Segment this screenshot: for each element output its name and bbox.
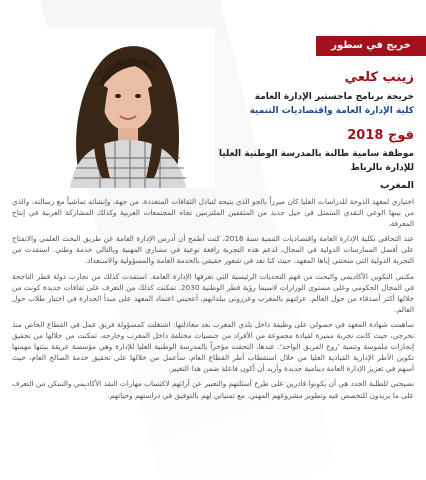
paragraph: مكنني التكوين الأكاديمي والبحث من فهم التحديات الرئيسية التي تعرفها الإدارة العامة. استفدت كذلك من تجارب دولة قطر الناجحة في المجال الحكومي وعلى مستوى الوزارات لاسيما رؤية قطر الوطنية 2030. تمكنت كذلك من التعرف على ثقافات جديدة كونت من خلالها أكثر أصدقاء من حول العالم. عزلتهم بالمغرب وعززوني ببلدانهم، أعجبني اعتماد المعهد على مبدأ الجدارة في اختيار طلاب حول العالم. <box>12 271 414 314</box>
graduate-country: المغرب <box>379 180 414 191</box>
graduate-in-brief-badge: خريج في سطور <box>316 36 426 56</box>
testimonial-body <box>12 196 414 476</box>
profile-photo <box>40 28 214 188</box>
paragraph: اختياري لمعهد الدوحة للدراسات العليا كان مبرراً بالجو الذي يتيحه لتبادل الثقافات المتعددة، من جهة، وإنشائه تماشياً مع رسالته، والذي من بينها الوعي النقدي المتمثل في جيل جديد من المثقفين الملتزمين تجاه المجتمعات العربية وكذلك المشاركة العربية في إنتاج المعرفة. <box>12 197 414 229</box>
paragraph: عند التحاقي بكلية الإدارة العامة واقتصاديات التنمية سنة 2016، كنت أطمح أن أدرس الإدارة العامة عن طريق البحث العلمي والانفتاح على أفضل الممارسات الدولية في المجال، لدعم هذه التجربة رافعة نوعية في مساري المهنية وبالتالي خدمة وطني. استفدت من التجربة الدولية التي منحتني إياها المعهد، حيث كنا نعد في شعور حقيقي بالخدمة العامة والمسؤولية والاستعداد. <box>12 234 415 266</box>
paragraph: ساهمت شهادة المعهد في حصولي على وظيفة داخل بلدي المغرب بعد معادلتها. اشتغلت كمسؤولة فريق عمل في القطاع الخاص منذ تخرجي، حيث كانت تجربة مميزة لقيادة مجموعة من الأفراد من جنسيات مختلفة داخل المغرب وخارجه، تمكنت من خلالها من تحقيق إنجازات ملموسة وتنمية 'روح الفريق الواحد'. عندها، التحقت مؤخراً بالمدرسة الوطنية العليا للإدارة وهي مؤسسة عريقة بيئتها مهمتها تكوين الأطر الإدارية القيادية العليا من خلال استقطاب أطر القطاع العام. سأعمل من خلالها على تحقيق خدمة الصالح العام، حيث أسهم في تعزيز الإدارة العامة دينامية جديدة وأريد أن أكون فاعلة ضمن هذا التغيير. <box>12 319 414 374</box>
paragraph: نصيحتي للطلبة الجدد هي أن يكونوا قادرين على طرح أسئلتهم والتعبير عن آرائهم لاكتساب مهارات النقد الأكاديمي والتمكن من التعرف على ما يريدون للتخصص فيه وتطوير مشروعهم المهني. مع تمنياتي لهم بالتوفيق في دراستهم وحياتهم. <box>12 379 414 400</box>
graduate-cohort: فوج 2018 <box>347 128 414 143</box>
graduate-name: زينب كلعي <box>344 70 414 85</box>
graduate-position: موظفة سامية طالبة بالمدرسة الوطنية العليا للإدارة بالرباط <box>218 149 414 173</box>
graduate-college: كلية الإدارة العامة واقتصاديات التنمية <box>249 106 414 116</box>
graduate-program: خريجة برنامج ماجستير الإدارة العامة <box>254 92 414 102</box>
